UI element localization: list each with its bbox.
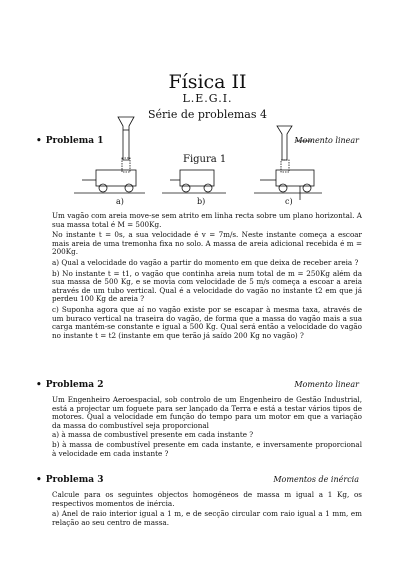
problem-2-body	[52, 396, 362, 458]
problem-3-heading	[36, 475, 103, 485]
wagon-a-icon	[74, 158, 145, 193]
bullet-icon: •	[36, 380, 42, 390]
paragraph: b) à massa de combustível presente em cada instante, e inversamente proporcional à velocidade em cada instante ?	[52, 439, 362, 458]
figure-caption-b: b)	[197, 197, 206, 206]
series-title: Série de problemas 4	[148, 108, 267, 121]
figure-caption-c: c)	[285, 197, 293, 206]
problem-1-label: Problema 1	[45, 136, 104, 146]
paragraph: c) Suponha agora que aí no vagão existe por se escapar à mesma taxa, através de um buraco vertical na traseira do vagão, de forma que a massa do vagão mais a sua carga mantém-se constante e igual a 500 Kg. Qual será então a velocidade do vagão no instante t = t2 (instante em que terão já saído 200 Kg no vagão) ?	[52, 304, 362, 340]
wagon-b-icon	[162, 170, 226, 193]
paragraph: Calcule para os seguintes objectos homogéneos de massa m igual a 1 Kg, os respectivos momentos de inércia.	[52, 490, 362, 508]
figure-label: Figura 1	[183, 154, 227, 165]
course-name: L.E.G.I.	[182, 92, 233, 105]
hopper-c-icon	[277, 126, 312, 160]
document-title: Física II	[168, 71, 247, 93]
wagon-c-icon	[254, 160, 322, 200]
paragraph: a) Anel de raio interior igual a 1 m, e de secção circular com raio igual a 1 mm, em relação ao seu centro de massa.	[52, 509, 362, 527]
problem-3-topic: Momentos de inércia	[273, 475, 359, 484]
paragraph: a) à massa de combustível presente em cada instante ?	[52, 430, 254, 440]
bullet-icon: •	[36, 475, 42, 485]
paragraph: a) Qual a velocidade do vagão a partir do momento em que deixa de receber areia ?	[52, 257, 359, 267]
paragraph: b) No instante t = t1, o vagão que continha areia num total de m = 250Kg além da sua massa de 500 Kg, e se movia com velocidade de 5 m/s começa a escoar a areia através de um tubo vertical. Qual é a velocidade do vagão no instante t2 em que já perdeu 100 Kg de areia ?	[52, 268, 362, 304]
problem-1-body	[52, 212, 362, 340]
paragraph: No instante t = 0s, a sua velocidade é v = 7m/s. Neste instante começa a escoar mais areia de uma tremonha fixa no solo. A massa de areia adicional recebida é m = 200Kg.	[52, 230, 362, 257]
paragraph: Um vagão com areia move-se sem atrito em linha recta sobre um plano horizontal. A sua massa total é M = 500Kg.	[52, 211, 362, 229]
hopper-a-icon	[118, 117, 134, 160]
figure-caption-a: a)	[116, 197, 124, 206]
bullet-icon: •	[36, 136, 42, 146]
problem-2-heading	[36, 380, 103, 390]
problem-3-body	[52, 491, 362, 527]
problem-2-topic: Momento linear	[294, 380, 359, 389]
problem-1-topic: Momento linear	[294, 136, 359, 145]
paragraph: Um Engenheiro Aeroespacial, sob controlo de um Engenheiro de Gestão Industrial, está a projectar um foguete para ser lançado da Terra e está a testar vários tipos de motores. Qual a velocidade em função do tempo para um motor em que a variação da massa do combustível seja proporcional	[52, 395, 362, 430]
problem-3-label: Problema 3	[45, 475, 104, 485]
problem-2-label: Problema 2	[45, 380, 104, 390]
